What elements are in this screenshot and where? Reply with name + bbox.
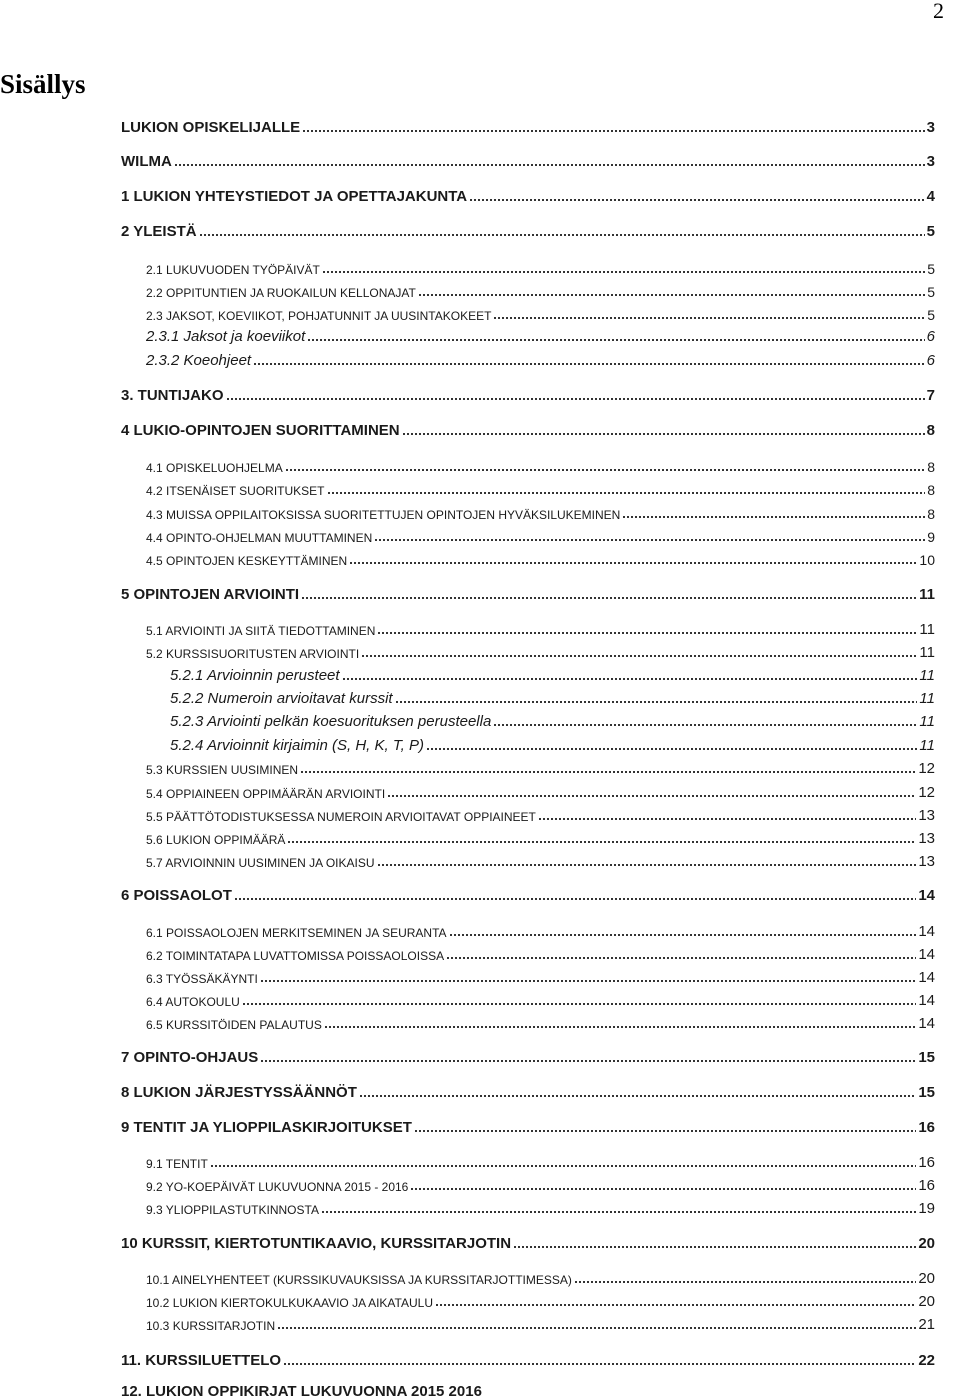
toc-label: 6.5 KURSSITÖIDEN PALAUTUS xyxy=(146,1018,322,1032)
toc-page: 5 xyxy=(926,223,935,240)
toc-page: 5 xyxy=(927,284,935,300)
dot-leader xyxy=(260,1059,916,1063)
toc-label: 5 OPINTOJEN ARVIOINTI xyxy=(121,586,300,603)
toc-entry[interactable] xyxy=(146,347,935,369)
toc-label: 4.4 OPINTO-OHJELMAN MUUTTAMINEN xyxy=(146,531,373,545)
toc-entry[interactable] xyxy=(146,1288,935,1310)
toc-label: 2.2 OPPITUNTIEN JA RUOKAILUN KELLONAJAT xyxy=(146,286,416,300)
toc-entry[interactable] xyxy=(146,1311,935,1333)
dot-leader xyxy=(513,1245,916,1249)
toc-label: 2 YLEISTÄ xyxy=(121,223,197,240)
dot-leader xyxy=(446,956,916,960)
dot-leader xyxy=(449,933,917,937)
toc-label: 4.1 OPISKELUOHJELMA xyxy=(146,461,283,475)
dot-leader xyxy=(377,631,917,635)
toc-entry[interactable] xyxy=(121,218,935,240)
dot-leader xyxy=(402,432,925,436)
toc-page: 3 xyxy=(926,119,935,136)
toc-page: 10 xyxy=(919,552,935,568)
toc-label: 5.7 ARVIOINNIN UUSIMINEN JA OIKAISU xyxy=(146,856,375,870)
dot-leader xyxy=(327,491,926,495)
toc-entry[interactable] xyxy=(121,1378,482,1400)
toc-page: 11 xyxy=(919,621,935,638)
dot-leader xyxy=(359,1094,916,1098)
toc-entry[interactable] xyxy=(146,1149,935,1171)
toc-entry[interactable] xyxy=(146,523,935,545)
toc-entry[interactable] xyxy=(121,1044,935,1066)
toc-label: 10.1 AINELYHENTEET (KURSSIKUVAUKSISSA JA KURSSITARJOTTIMESSA) xyxy=(146,1273,572,1287)
toc-page: 14 xyxy=(918,887,935,904)
toc-page: 8 xyxy=(927,459,935,475)
toc-entry[interactable] xyxy=(146,802,935,824)
toc-page: 14 xyxy=(918,1015,935,1032)
toc-page: 7 xyxy=(926,387,935,404)
toc-entry[interactable] xyxy=(146,918,935,940)
dot-leader xyxy=(302,129,924,133)
dot-leader xyxy=(361,654,917,658)
toc-page: 11 xyxy=(919,586,935,603)
dot-leader xyxy=(622,515,925,519)
toc-entry[interactable] xyxy=(146,476,935,498)
toc-entry[interactable] xyxy=(146,1265,935,1287)
toc-entry[interactable] xyxy=(170,708,935,730)
toc-entry[interactable] xyxy=(146,755,935,777)
toc-page: 14 xyxy=(918,969,935,986)
toc-page: 11 xyxy=(919,737,935,754)
toc-page: 12 xyxy=(918,784,935,801)
dot-leader xyxy=(321,1210,916,1214)
dot-leader xyxy=(300,770,916,774)
toc-entry[interactable] xyxy=(146,848,935,870)
toc-label: 11. KURSSILUETTELO xyxy=(121,1352,282,1369)
toc-label: 4.2 ITSENÄISET SUORITUKSET xyxy=(146,484,325,498)
toc-page: 12 xyxy=(918,760,935,777)
toc-label: 5.2.2 Numeroin arvioitavat kurssit xyxy=(170,690,393,707)
dot-leader xyxy=(324,1025,916,1029)
toc-entry[interactable] xyxy=(146,941,935,963)
toc-entry[interactable] xyxy=(121,1347,935,1369)
toc-entry[interactable] xyxy=(121,382,935,404)
toc-entry[interactable] xyxy=(121,148,935,170)
toc-page: 13 xyxy=(918,853,935,870)
toc-label: 2.3.1 Jaksot ja koeviikot xyxy=(146,328,306,345)
toc-page: 20 xyxy=(918,1270,935,1287)
toc-page: 11 xyxy=(919,690,935,707)
toc-label: 9.1 TENTIT xyxy=(146,1157,208,1171)
toc-label: 9.2 YO-KOEPÄIVÄT LUKUVUONNA 2015 - 2016 xyxy=(146,1180,409,1194)
dot-leader xyxy=(234,897,916,901)
toc-page: 15 xyxy=(918,1049,935,1066)
toc-label: 5.5 PÄÄTTÖTODISTUKSESSA NUMEROIN ARVIOITAVAT OPPIAINEET xyxy=(146,810,536,824)
toc-label: 5.2.3 Arviointi pelkän koesuorituksen perusteella xyxy=(170,713,492,730)
dot-leader xyxy=(277,1326,916,1330)
dot-leader xyxy=(301,596,917,600)
toc-page: 5 xyxy=(927,307,935,323)
toc-page: 19 xyxy=(918,1200,935,1217)
toc-label: 10 KURSSIT, KIERTOTUNTIKAAVIO, KURSSITARJOTIN xyxy=(121,1235,512,1252)
toc-label: 2.3.2 Koeohjeet xyxy=(146,352,252,369)
toc-entry[interactable] xyxy=(121,1114,935,1136)
dot-leader xyxy=(493,316,925,320)
dot-leader xyxy=(174,163,925,167)
toc-entry[interactable] xyxy=(146,255,935,277)
toc-entry[interactable] xyxy=(146,546,935,568)
toc-entry[interactable] xyxy=(146,323,935,345)
toc-entry[interactable] xyxy=(170,662,935,684)
dot-leader xyxy=(414,1129,916,1133)
toc-page: 16 xyxy=(918,1177,935,1194)
toc-page: 21 xyxy=(918,1316,935,1333)
toc-label: 12. LUKION OPPIKIRJAT LUKUVUONNA 2015 2016 xyxy=(121,1383,482,1400)
toc-page: 13 xyxy=(918,830,935,847)
toc-page: 4 xyxy=(926,188,935,205)
toc-entry[interactable] xyxy=(146,964,935,986)
toc-label: 1 LUKION YHTEYSTIEDOT JA OPETTAJAKUNTA xyxy=(121,188,468,205)
dot-leader xyxy=(426,747,917,751)
toc-label: 5.2.4 Arvioinnit kirjaimin (S, H, K, T, P) xyxy=(170,737,424,754)
dot-leader xyxy=(395,700,918,704)
dot-leader xyxy=(418,293,925,297)
toc-entry[interactable] xyxy=(121,417,935,439)
dot-leader xyxy=(387,794,916,798)
toc-label: 4 LUKIO-OPINTOJEN SUORITTAMINEN xyxy=(121,422,400,439)
toc-page: 22 xyxy=(918,1352,935,1369)
toc-page: 11 xyxy=(919,644,935,661)
toc-entry[interactable] xyxy=(121,183,935,205)
toc-label: 5.3 KURSSIEN UUSIMINEN xyxy=(146,763,299,777)
toc-label: 2.3 JAKSOT, KOEVIIKOT, POHJATUNNIT JA UUSINTAKOKEET xyxy=(146,309,492,323)
toc-page: 3 xyxy=(926,153,935,170)
dot-leader xyxy=(260,979,916,983)
toc-page: 6 xyxy=(926,352,935,369)
toc-label: 5.2 KURSSISUORITUSTEN ARVIOINTI xyxy=(146,647,360,661)
toc-label: 2.1 LUKUVUODEN TYÖPÄIVÄT xyxy=(146,263,320,277)
dot-leader xyxy=(410,1187,916,1191)
toc-label: 6.2 TOIMINTATAPA LUVATTOMISSA POISSAOLOISSA xyxy=(146,949,445,963)
toc-page: 8 xyxy=(926,422,935,439)
toc-entry[interactable] xyxy=(121,581,935,603)
toc-label: 5.4 OPPIAINEEN OPPIMÄÄRÄN ARVIOINTI xyxy=(146,787,386,801)
toc-label: 6.3 TYÖSSÄKÄYNTI xyxy=(146,972,258,986)
toc-page: 11 xyxy=(919,667,935,684)
dot-leader xyxy=(287,840,916,844)
toc-label: 6.1 POISSAOLOJEN MERKITSEMINEN JA SEURANTA xyxy=(146,926,447,940)
toc-label: 6.4 AUTOKOULU xyxy=(146,995,240,1009)
dot-leader xyxy=(493,723,917,727)
toc-label: 10.3 KURSSITARJOTIN xyxy=(146,1319,276,1333)
toc-label: 5.1 ARVIOINTI JA SIITÄ TIEDOTTAMINEN xyxy=(146,624,376,638)
page-number: 2 xyxy=(933,0,944,23)
toc-page: 14 xyxy=(918,992,935,1009)
dot-leader xyxy=(342,677,918,681)
toc-entry[interactable] xyxy=(170,732,935,754)
dot-leader xyxy=(226,397,925,401)
dot-leader xyxy=(349,561,917,565)
toc-page: 20 xyxy=(918,1293,935,1310)
dot-leader xyxy=(210,1164,917,1168)
toc-entry[interactable] xyxy=(121,1079,935,1101)
toc-entry[interactable] xyxy=(146,453,935,475)
toc-label: 8 LUKION JÄRJESTYSSÄÄNNÖT xyxy=(121,1084,357,1101)
toc-page: 9 xyxy=(927,529,935,545)
toc-label: WILMA xyxy=(121,153,172,170)
toc-entry[interactable] xyxy=(121,114,935,136)
dot-leader xyxy=(322,270,925,274)
toc-page: 11 xyxy=(919,713,935,730)
toc-entry[interactable] xyxy=(121,1230,935,1252)
toc-label: 4.3 MUISSA OPPILAITOKSISSA SUORITETTUJEN OPINTOJEN HYVÄKSILUKEMINEN xyxy=(146,508,621,522)
toc-label: 10.2 LUKION KIERTOKULKUKAAVIO JA AIKATAULU xyxy=(146,1296,433,1310)
toc-entry[interactable] xyxy=(146,779,935,801)
toc-page: 14 xyxy=(918,923,935,940)
toc-entry[interactable] xyxy=(146,825,935,847)
dot-leader xyxy=(242,1002,916,1006)
dot-leader xyxy=(469,198,925,202)
toc-page: 14 xyxy=(918,946,935,963)
toc-label: 9.3 YLIOPPILASTUTKINNOSTA xyxy=(146,1203,319,1217)
dot-leader xyxy=(283,1362,916,1366)
toc-label: LUKION OPISKELIJALLE xyxy=(121,119,301,136)
toc-label: 7 OPINTO-OHJAUS xyxy=(121,1049,259,1066)
page-title: Sisällys xyxy=(0,69,86,99)
toc-entry[interactable] xyxy=(146,500,935,522)
toc-page: 8 xyxy=(927,482,935,498)
toc-label: 4.5 OPINTOJEN KESKEYTTÄMINEN xyxy=(146,554,348,568)
toc-page: 15 xyxy=(918,1084,935,1101)
dot-leader xyxy=(538,817,916,821)
toc-page: 16 xyxy=(918,1119,935,1136)
toc-page: 13 xyxy=(918,807,935,824)
toc-entry[interactable] xyxy=(146,1172,935,1194)
toc-entry[interactable] xyxy=(146,1010,935,1032)
toc-entry[interactable] xyxy=(146,639,935,661)
dot-leader xyxy=(307,338,924,342)
toc-entry[interactable] xyxy=(146,616,935,638)
toc-page: 8 xyxy=(927,506,935,522)
dot-leader xyxy=(574,1280,916,1284)
toc-label: 3. TUNTIJAKO xyxy=(121,387,224,404)
dot-leader xyxy=(285,468,925,472)
dot-leader xyxy=(374,538,925,542)
dot-leader xyxy=(253,362,925,366)
toc-page: 20 xyxy=(918,1235,935,1252)
toc-entry[interactable] xyxy=(121,882,935,904)
toc-entry[interactable] xyxy=(170,685,935,707)
toc-page: 5 xyxy=(927,261,935,277)
toc-entry[interactable] xyxy=(146,1195,935,1217)
toc-entry[interactable] xyxy=(146,301,935,323)
toc-label: 6 POISSAOLOT xyxy=(121,887,232,904)
toc-label: 5.2.1 Arvioinnin perusteet xyxy=(170,667,340,684)
toc-entry[interactable] xyxy=(146,987,935,1009)
toc-entry[interactable] xyxy=(146,278,935,300)
dot-leader xyxy=(377,863,917,867)
toc-label: 9 TENTIT JA YLIOPPILASKIRJOITUKSET xyxy=(121,1119,412,1136)
toc-page: 6 xyxy=(926,328,935,345)
dot-leader xyxy=(199,233,925,237)
toc-page: 16 xyxy=(918,1154,935,1171)
dot-leader xyxy=(435,1303,916,1307)
toc-label: 5.6 LUKION OPPIMÄÄRÄ xyxy=(146,833,286,847)
